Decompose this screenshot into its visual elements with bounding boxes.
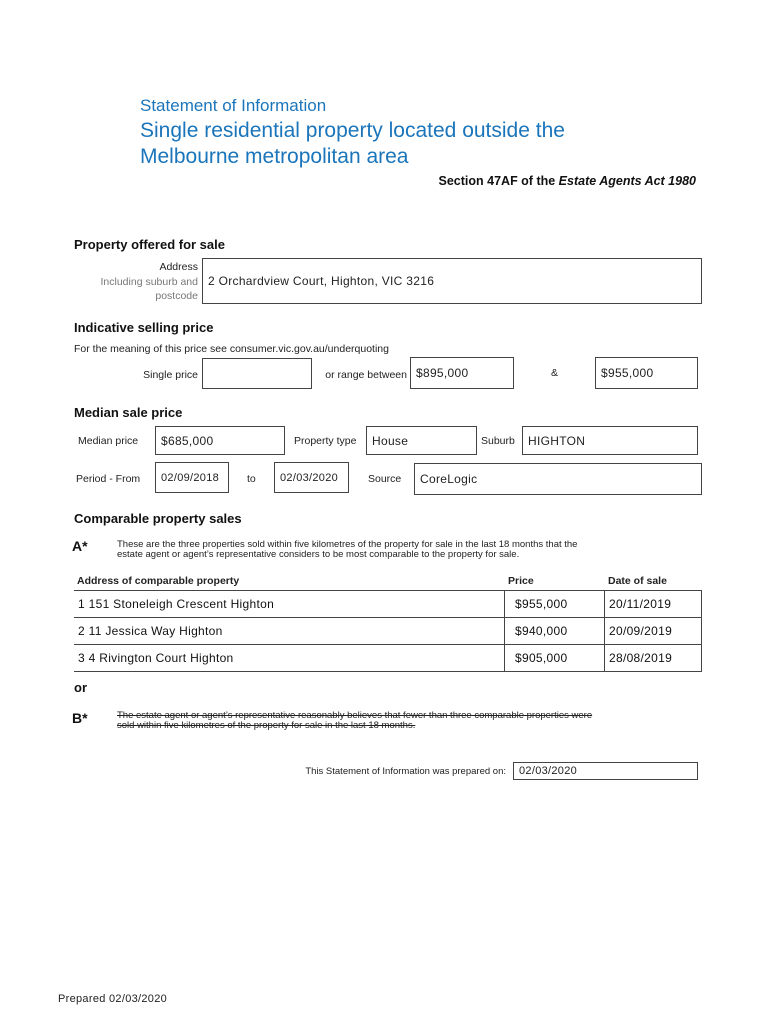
property-heading: Property offered for sale [74,237,225,252]
prepared-on-field[interactable]: 02/03/2020 [513,762,698,780]
table-row [74,590,702,618]
indicative-note: For the meaning of this price see consumer.vic.gov.au/underquoting [74,343,389,355]
footer-prepared-date: Prepared 02/03/2020 [58,993,168,1005]
comparable-address-cell[interactable] [74,617,505,645]
address-label-line-1: Address [159,261,198,273]
address-label [159,261,198,273]
suburb-label: Suburb [481,435,515,447]
comparable-price-cell[interactable]: $905,000 [504,644,605,672]
single-price-field[interactable] [202,358,312,389]
median-price-label: Median price [78,435,139,447]
table-row [74,644,702,672]
subtitle-line-1: Single residential property located outside the [140,119,565,142]
period-from-field[interactable]: 02/09/2018 [155,462,229,493]
range-label: or range between [325,369,407,381]
comparable-date-cell[interactable]: 28/08/2019 [604,644,702,672]
page-subtitle [140,118,565,170]
comparable-price-cell[interactable]: $940,000 [504,617,605,645]
subtitle-line-2: Melbourne metropolitan area [140,145,409,168]
range-high-field[interactable]: $955,000 [595,357,698,389]
comparable-address: 151 Stoneleigh Crescent Highton [88,597,275,611]
source-field[interactable]: CoreLogic [414,463,702,495]
section-reference [439,174,696,188]
median-price-field[interactable]: $685,000 [155,426,285,455]
comparable-address-cell[interactable] [74,644,505,672]
period-from-label: Period - From [76,473,141,485]
option-b-text-line-1: The estate agent or agent’s representative reasonably believes that fewer than three comparable properties were [117,710,593,721]
suburb-field[interactable]: HIGHTON [522,426,698,455]
column-header-address: Address of comparable property [77,575,240,587]
period-to-field[interactable]: 02/03/2020 [274,462,349,493]
table-row [74,617,702,645]
address-label-line-2: Including suburb and [100,276,198,288]
property-type-field[interactable]: House [366,426,477,455]
range-low-field[interactable]: $895,000 [410,357,514,389]
address-label-line-3: postcode [155,290,198,302]
column-header-price: Price [508,575,534,587]
section-act: Estate Agents Act 1980 [558,174,696,188]
row-number: 1 [78,597,85,611]
column-header-date: Date of sale [608,575,667,587]
section-prefix: Section 47AF of the [438,174,559,188]
comparable-price-cell[interactable]: $955,000 [504,590,605,618]
address-field[interactable]: 2 Orchardview Court, Highton, VIC 3216 [202,258,702,304]
source-label: Source [368,473,402,485]
range-ampersand: & [551,367,559,379]
period-to-label: to [247,473,256,485]
comparable-date-cell[interactable]: 20/11/2019 [604,590,702,618]
row-number: 2 [78,624,85,638]
median-heading: Median sale price [74,405,183,420]
page-title: Statement of Information [140,96,327,115]
comparable-date-cell[interactable]: 20/09/2019 [604,617,702,645]
option-b-text-line-2: sold within five kilometres of the property for sale in the last 18 months. [117,720,416,731]
comparable-address: 11 Jessica Way Highton [88,624,223,638]
property-type-label: Property type [294,435,357,447]
address-sublabel [101,275,199,303]
option-a-text-line-2: estate agent or agent’s representative considers to be most comparable to the property for sale. [117,549,520,560]
comparable-address-cell[interactable] [74,590,505,618]
row-number: 3 [78,651,85,665]
single-price-label: Single price [143,369,198,381]
option-a-text-line-1: These are the three properties sold within five kilometres of the property for sale in the last 18 months that the [117,539,578,550]
comparable-heading: Comparable property sales [74,511,242,526]
prepared-on-label: This Statement of Information was prepared on: [305,766,506,777]
option-b-text [117,711,592,731]
option-b-marker: B* [72,710,88,726]
comparable-address: 4 Rivington Court Highton [88,651,234,665]
option-a-text [117,540,577,560]
or-separator: or [74,680,87,695]
indicative-heading: Indicative selling price [74,320,214,335]
option-a-marker: A* [72,538,88,554]
